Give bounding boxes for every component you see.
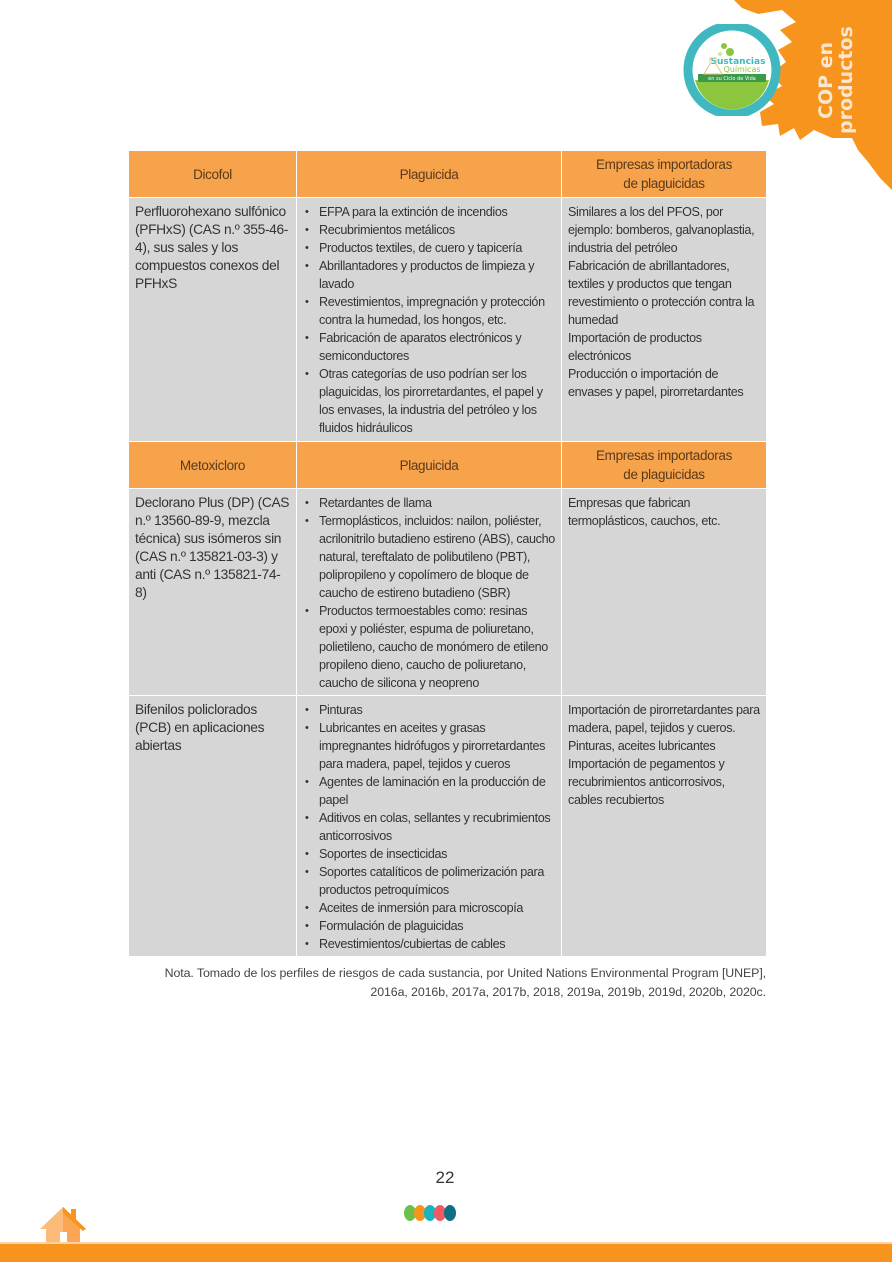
use-item: • Abrillantadores y productos de limpieza y lavado xyxy=(319,257,555,293)
use-item: • Soportes de insecticidas xyxy=(319,845,555,863)
importer-item: Importación de pirorretardantes para madera, papel, tejidos y cueros. xyxy=(568,703,760,735)
use-item: • Pinturas xyxy=(319,701,555,719)
use-item: • Formulación de plaguicidas xyxy=(319,917,555,935)
table-row xyxy=(129,198,767,442)
color-dot xyxy=(444,1205,456,1221)
importers-cell xyxy=(562,696,767,957)
use-item: • Aditivos en colas, sellantes y recubrimientos anticorrosivos xyxy=(319,809,555,845)
importer-item: Empresas que fabrican termoplásticos, cauchos, etc. xyxy=(568,496,721,528)
color-dots-decoration xyxy=(404,1205,454,1221)
table-note: Nota. Tomado de los perfiles de riesgos de cada sustancia, por United Nations Environmental Program [UNEP], 2016a, 2016b, 2017a, 2017b, 2018, 2019a, 2019b, 2019d, 2020b, 2020c. xyxy=(164,966,766,999)
importers-cell xyxy=(562,198,767,442)
use-item: • Recubrimientos metálicos xyxy=(319,221,555,239)
use-item: • Productos termoestables como: resinas epoxi y poliéster, espuma de poliuretano, polietileno, caucho de monómero de etileno propileno dieno, caucho de poliuretano, caucho de silicona y neopreno xyxy=(319,602,555,692)
importer-item: Importación de productos electrónicos xyxy=(568,331,702,363)
importer-item: Producción o importación de envases y papel, pirorretardantes xyxy=(568,367,744,399)
table-header-row xyxy=(129,442,767,489)
substance-cell: Perfluorohexano sulfónico (PFHxS) (CAS n.º 355-46-4), sus sales y los compuestos conexos del PFHxS xyxy=(129,198,297,442)
uses-cell xyxy=(297,198,562,442)
svg-text:en su Ciclo de Vida: en su Ciclo de Vida xyxy=(708,76,756,82)
use-item: • Soportes catalíticos de polimerización para productos petroquímicos xyxy=(319,863,555,899)
use-item: • Otras categorías de uso podrían ser los plaguicidas, los pirorretardantes, el papel y los envases, la industria del petróleo y los fluidos hidráulicos xyxy=(319,365,555,437)
use-item: • EFPA para la extinción de incendios xyxy=(319,203,555,221)
home-icon[interactable] xyxy=(38,1205,88,1245)
uses-cell xyxy=(297,489,562,696)
importers-cell xyxy=(562,489,767,696)
header-cell-importers: Empresas importadoras de plaguicidas xyxy=(562,151,767,198)
header-cell-use: Plaguicida xyxy=(297,442,562,489)
substance-cell: Declorano Plus (DP) (CAS n.º 13560-89-9, mezcla técnica) sus isómeros sin (CAS n.º 135821-03-3) y anti (CAS n.º 135821-74-8) xyxy=(129,489,297,696)
use-item: • Lubricantes en aceites y grasas impregnantes hidrófugos y pirorretardantes para madera, papel, tejidos y cueros xyxy=(319,719,555,773)
header-cell-substance: Metoxicloro xyxy=(129,442,297,489)
svg-text:Sustancias: Sustancias xyxy=(710,57,766,67)
use-item: • Retardantes de llama xyxy=(319,494,555,512)
page-number: 22 xyxy=(435,1168,455,1187)
header-cell-use: Plaguicida xyxy=(297,151,562,198)
use-item: • Productos textiles, de cuero y tapicería xyxy=(319,239,555,257)
substance-cell: Bifenilos policlorados (PCB) en aplicaciones abiertas xyxy=(129,696,297,957)
importer-item: Similares a los del PFOS, por ejemplo: bomberos, galvanoplastia, industria del petróleo xyxy=(568,205,755,255)
uses-cell xyxy=(297,696,562,957)
uses-list xyxy=(303,494,555,692)
header-cell-importers: Empresas importadoras de plaguicidas xyxy=(562,442,767,489)
svg-text:Químicas: Químicas xyxy=(723,65,761,74)
section-title: COP en productos xyxy=(815,26,857,134)
importer-item: Fabricación de abrillantadores, textiles y productos que tengan revestimiento o protección contra la humedad xyxy=(568,259,755,327)
header-cell-substance: Dicofol xyxy=(129,151,297,198)
use-item: • Agentes de laminación en la producción de papel xyxy=(319,773,555,809)
footer-bar xyxy=(0,1244,892,1262)
sustancias-quimicas-logo xyxy=(682,24,782,116)
uses-list xyxy=(303,701,555,953)
table-header-row xyxy=(129,151,767,198)
importer-item: Importación de pegamentos y recubrimientos anticorrosivos, cables recubiertos xyxy=(568,757,725,807)
cop-products-table xyxy=(128,150,767,957)
use-item: • Termoplásticos, incluidos: nailon, poliéster, acrilonitrilo butadieno estireno (ABS), caucho natural, tereftalato de polibutileno (PBT), polipropileno y copolímero de bloque de caucho de estireno butadieno (SBR) xyxy=(319,512,555,602)
use-item: • Fabricación de aparatos electrónicos y semiconductores xyxy=(319,329,555,365)
importer-item: Pinturas, aceites lubricantes xyxy=(568,739,716,753)
table-row xyxy=(129,489,767,696)
use-item: • Aceites de inmersión para microscopía xyxy=(319,899,555,917)
uses-list xyxy=(303,203,555,437)
use-item: • Revestimientos, impregnación y protección contra la humedad, los hongos, etc. xyxy=(319,293,555,329)
use-item: • Revestimientos/cubiertas de cables xyxy=(319,935,555,953)
table-row xyxy=(129,696,767,957)
